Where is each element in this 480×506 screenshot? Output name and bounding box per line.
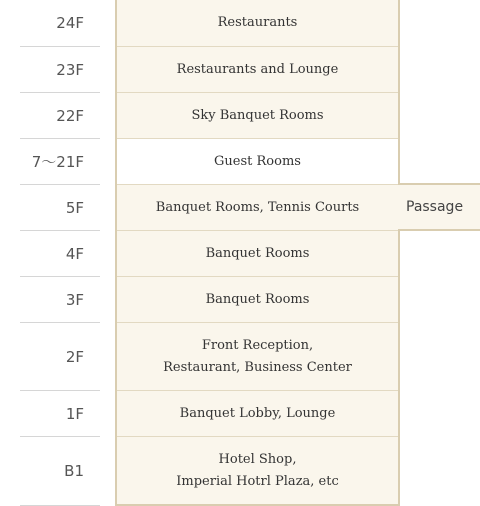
floor-label-23f: 23F [20,47,100,93]
room-3f: Banquet Rooms [117,277,398,323]
floor-label-b1: B1 [20,437,100,506]
floor-label-4f: 4F [20,231,100,277]
room-4f: Banquet Rooms [117,231,398,277]
floor-label-1f: 1F [20,391,100,437]
floor-label-3f: 3F [20,277,100,323]
floor-label-5f: 5F [20,185,100,231]
room-23f: Restaurants and Lounge [117,47,398,93]
passage-connector: Passage [398,183,480,231]
room-24f: Restaurants [117,0,398,47]
room-1f: Banquet Lobby, Lounge [117,391,398,437]
floor-label-2f: 2F [20,323,100,391]
floor-label-24f: 24F [20,0,100,47]
floor-label-7-21f: 7〜21F [20,139,100,185]
room-22f: Sky Banquet Rooms [117,93,398,139]
room-b1: Hotel Shop, Imperial Hotrl Plaza, etc [117,437,398,504]
room-7-21f: Guest Rooms [117,139,398,185]
floor-label-22f: 22F [20,93,100,139]
room-2f: Front Reception, Restaurant, Business Center [117,323,398,391]
room-5f: Banquet Rooms, Tennis Courts [117,185,398,231]
